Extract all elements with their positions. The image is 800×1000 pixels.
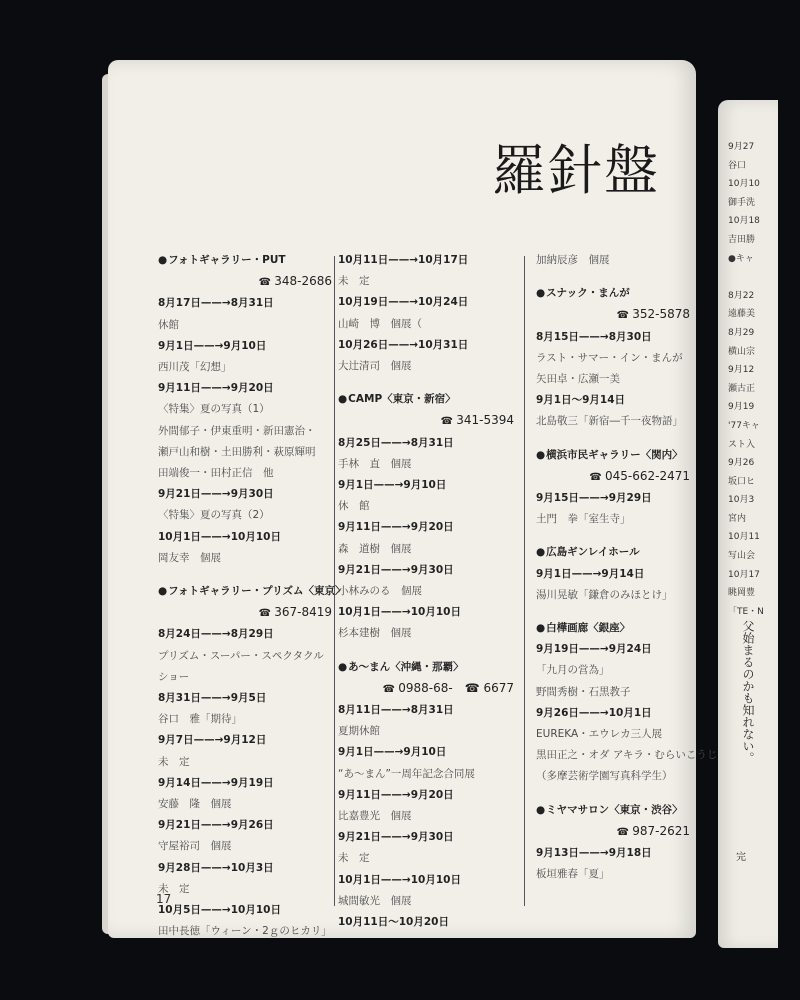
- exhibit-title: 〈特集〉夏の写真（2）: [158, 509, 270, 522]
- next-page-line: 遠藤美: [728, 309, 756, 320]
- exhibit-dates: 9月19日——→9月24日: [536, 643, 652, 656]
- exhibit-title: 休館: [158, 318, 179, 331]
- section-gap: [338, 645, 520, 657]
- venue-name: ● フォトギャラリー・PUT: [158, 250, 338, 271]
- venue-name: ● 横浜市民ギャラリー〈関内〉: [536, 445, 696, 466]
- exhibit-title: プリズム・スーパー・スペクタクル: [158, 649, 324, 662]
- venue-name: ● 広島ギンレイホール: [536, 542, 696, 563]
- exhibit-title: 野間秀樹・石黒教子: [536, 685, 631, 698]
- section-gap: [536, 788, 696, 800]
- section-gap: [158, 569, 338, 581]
- exhibit-dates: 10月5日——→10月10日: [158, 904, 281, 917]
- exhibit-title: 大辻清司 個展: [338, 360, 412, 373]
- exhibit-title: 瀬戸山和樹・土田勝利・萩原輝明: [158, 445, 316, 458]
- exhibit-title: 谷口 雅「期待」: [158, 713, 242, 726]
- exhibit-dates: 9月1日——→9月10日: [338, 746, 447, 759]
- venue-phone: ☎ 045-662-2471: [536, 466, 696, 488]
- exhibit-title: 城間敏光 個展: [338, 894, 412, 907]
- exhibit-dates: 9月14日——→9月19日: [158, 776, 274, 789]
- next-page-line: 宮内: [728, 513, 747, 524]
- section-gap: [536, 530, 696, 542]
- exhibit-title: 夏期休館: [338, 725, 380, 738]
- venue-phone: ☎ 352-5878: [536, 304, 696, 326]
- page-number: 17: [156, 892, 172, 906]
- exhibit-dates: 9月11日——→9月20日: [158, 382, 274, 395]
- next-page-line: 横山宗: [728, 346, 756, 357]
- exhibit-dates: 9月21日——→9月30日: [338, 831, 454, 844]
- exhibit-title: 加納辰彦 個展: [536, 254, 610, 266]
- next-page-line: 坂口ヒ: [728, 476, 756, 487]
- exhibit-dates: 8月31日——→9月5日: [158, 692, 267, 705]
- next-page-line: 10月18: [728, 216, 760, 227]
- next-page-line: 10月3: [728, 495, 755, 506]
- exhibit-dates: 9月1日——→9月10日: [338, 479, 447, 492]
- venue-name: ● 白樺画廊〈銀座〉: [536, 618, 696, 639]
- page-title: 羅針盤: [492, 139, 660, 202]
- exhibit-title: 黒田正之・オダ アキラ・むらいこうじ: [536, 749, 718, 762]
- exhibit-title: 〈特集〉夏の写真（1）: [158, 403, 270, 416]
- exhibit-dates: 9月1日～9月14日: [536, 394, 626, 407]
- next-page-line: 眺岡豊: [728, 588, 756, 599]
- exhibit-dates: 9月21日——→9月30日: [158, 488, 274, 501]
- exhibit-title: 未 定: [158, 882, 190, 895]
- exhibit-dates: 8月17日——→8月31日: [158, 297, 274, 310]
- exhibit-title: 杉本建樹 個展: [338, 627, 412, 640]
- next-page-vertical-text: 父始まるのかも知れない。: [741, 620, 755, 764]
- exhibit-dates: 10月26日——→10月31日: [338, 338, 469, 351]
- next-page-line: 9月26: [728, 458, 755, 469]
- next-page-line: 御手洗: [728, 197, 756, 208]
- exhibit-title: 湯川晃敏「鎌倉のみほとけ」: [536, 588, 673, 601]
- exhibit-dates: 10月11日～10月20日: [338, 916, 449, 929]
- exhibit-title: 安藤 隆 個展: [158, 798, 232, 811]
- exhibit-title: 休 館: [338, 500, 370, 513]
- next-page-line: [728, 268, 764, 287]
- listing-column-3: [536, 250, 718, 885]
- next-page-line: 10月10: [728, 179, 760, 190]
- exhibit-dates: 10月1日——→10月10日: [158, 530, 281, 543]
- exhibit-title: 手林 直 個展: [338, 457, 412, 470]
- exhibit-dates: 9月11日——→9月20日: [338, 788, 454, 801]
- next-page-line: 「TE・N: [728, 606, 764, 617]
- next-page-listing: [728, 138, 764, 621]
- exhibit-title: “あ～まん”一周年記念合同展: [338, 767, 475, 780]
- exhibit-dates: 9月21日——→9月26日: [158, 819, 274, 832]
- next-page-line: スト入: [728, 439, 756, 450]
- next-page-line: 吉田勝: [728, 234, 756, 245]
- next-page-line: 谷口: [728, 160, 747, 171]
- exhibit-title: 森 道樹 個展: [338, 542, 412, 555]
- exhibit-title: 田端俊一・田村正信 他: [158, 467, 274, 480]
- exhibit-dates: 9月13日——→9月18日: [536, 847, 652, 860]
- exhibit-dates: 10月1日——→10月10日: [338, 873, 461, 886]
- section-gap: [338, 377, 520, 389]
- next-page-line: 10月17: [728, 569, 760, 580]
- venue-name: ● CAMP〈東京・新宿〉: [338, 389, 520, 410]
- exhibit-dates: 9月15日——→9月29日: [536, 492, 652, 505]
- venue-phone: ☎ 367-8419: [158, 602, 338, 624]
- exhibit-dates: 9月11日——→9月20日: [338, 521, 454, 534]
- exhibit-title: 土門 拳「室生寺」: [536, 513, 631, 526]
- exhibit-title: 板垣雅春「夏」: [536, 868, 610, 881]
- exhibit-title: 山崎 博 個展（: [338, 317, 422, 330]
- exhibit-title: ラスト・サマー・イン・まんが: [536, 351, 683, 364]
- next-page-line: ●キャ: [728, 253, 754, 264]
- exhibit-title: 未 定: [338, 275, 370, 288]
- venue-phone: ☎ 341-5394: [338, 410, 520, 432]
- venue-phone: ☎ 0988-68- ☎ 6677: [338, 678, 520, 700]
- exhibit-dates: 8月15日——→8月30日: [536, 330, 652, 343]
- exhibit-title: ショー: [158, 670, 190, 683]
- exhibit-dates: 10月11日——→10月17日: [338, 254, 469, 266]
- venue-name: ● フォトギャラリー・プリズム〈東京〉: [158, 581, 338, 602]
- section-gap: [536, 606, 696, 618]
- next-page-edge: [718, 100, 778, 948]
- exhibit-title: 小林みのる 個展: [338, 585, 422, 598]
- exhibit-dates: 8月25日——→8月31日: [338, 436, 454, 449]
- next-page-line: 瀬古正: [728, 383, 756, 394]
- venue-phone: ☎ 987-2621: [536, 821, 696, 843]
- exhibit-dates: 9月1日——→9月10日: [158, 339, 267, 352]
- venue-name: ● ミヤマサロン〈東京・渋谷〉: [536, 800, 696, 821]
- exhibit-title: 北島敬三「新宿―千一夜物語」: [536, 415, 683, 428]
- exhibit-dates: 9月28日——→10月3日: [158, 861, 274, 874]
- exhibit-title: 西川茂「幻想」: [158, 361, 232, 374]
- exhibit-title: 比嘉豊光 個展: [338, 810, 412, 823]
- exhibit-dates: 8月11日——→8月31日: [338, 704, 454, 717]
- exhibit-title: 未 定: [338, 852, 370, 865]
- exhibit-dates: 9月21日——→9月30日: [338, 563, 454, 576]
- exhibit-dates: 9月7日——→9月12日: [158, 734, 267, 747]
- exhibit-title: （多摩芸術学園写真科学生）: [536, 770, 673, 783]
- exhibit-title: 未 定: [158, 755, 190, 768]
- exhibit-title: EUREKA・エウレカ三人展: [536, 728, 663, 741]
- exhibit-dates: 10月1日——→10月10日: [338, 606, 461, 619]
- next-page-line: 8月29: [728, 327, 755, 338]
- exhibit-title: 外間郁子・伊東重明・新田憲治・: [158, 424, 316, 437]
- next-page-line: 9月12: [728, 365, 755, 376]
- listing-column-1: [158, 250, 346, 943]
- exhibit-title: 岡友幸 個展: [158, 551, 221, 564]
- next-page-line: 8月22: [728, 290, 755, 301]
- end-mark: 完: [736, 852, 746, 863]
- venue-name: ● あ～まん〈沖縄・那覇〉: [338, 657, 520, 678]
- exhibit-dates: 9月26日——→10月1日: [536, 706, 652, 719]
- next-page-line: 写山会: [728, 551, 756, 562]
- venue-name: ● スナック・まんが: [536, 283, 696, 304]
- exhibit-dates: 9月1日——→9月14日: [536, 567, 645, 580]
- magazine-page: [108, 60, 718, 938]
- next-page-line: 10月11: [728, 532, 760, 543]
- exhibit-title: 「九月の営為」: [536, 664, 610, 677]
- listing-column-2: [338, 250, 520, 933]
- section-gap: [536, 271, 696, 283]
- section-gap: [536, 433, 696, 445]
- exhibit-title: 守屋裕司 個展: [158, 840, 232, 853]
- next-page-line: 9月27: [728, 142, 755, 152]
- next-page-line: 9月19: [728, 402, 755, 413]
- next-page-line: '77キャ: [728, 420, 760, 431]
- exhibit-title: 田中長徳「ウィーン・2ｇのヒカリ」: [158, 925, 332, 938]
- exhibit-title: 矢田卓・広瀬一美: [536, 373, 620, 386]
- venue-phone: ☎ 348-2686: [158, 271, 338, 293]
- column-rule: [524, 256, 525, 906]
- exhibit-dates: 8月24日——→8月29日: [158, 628, 274, 641]
- exhibit-dates: 10月19日——→10月24日: [338, 296, 469, 309]
